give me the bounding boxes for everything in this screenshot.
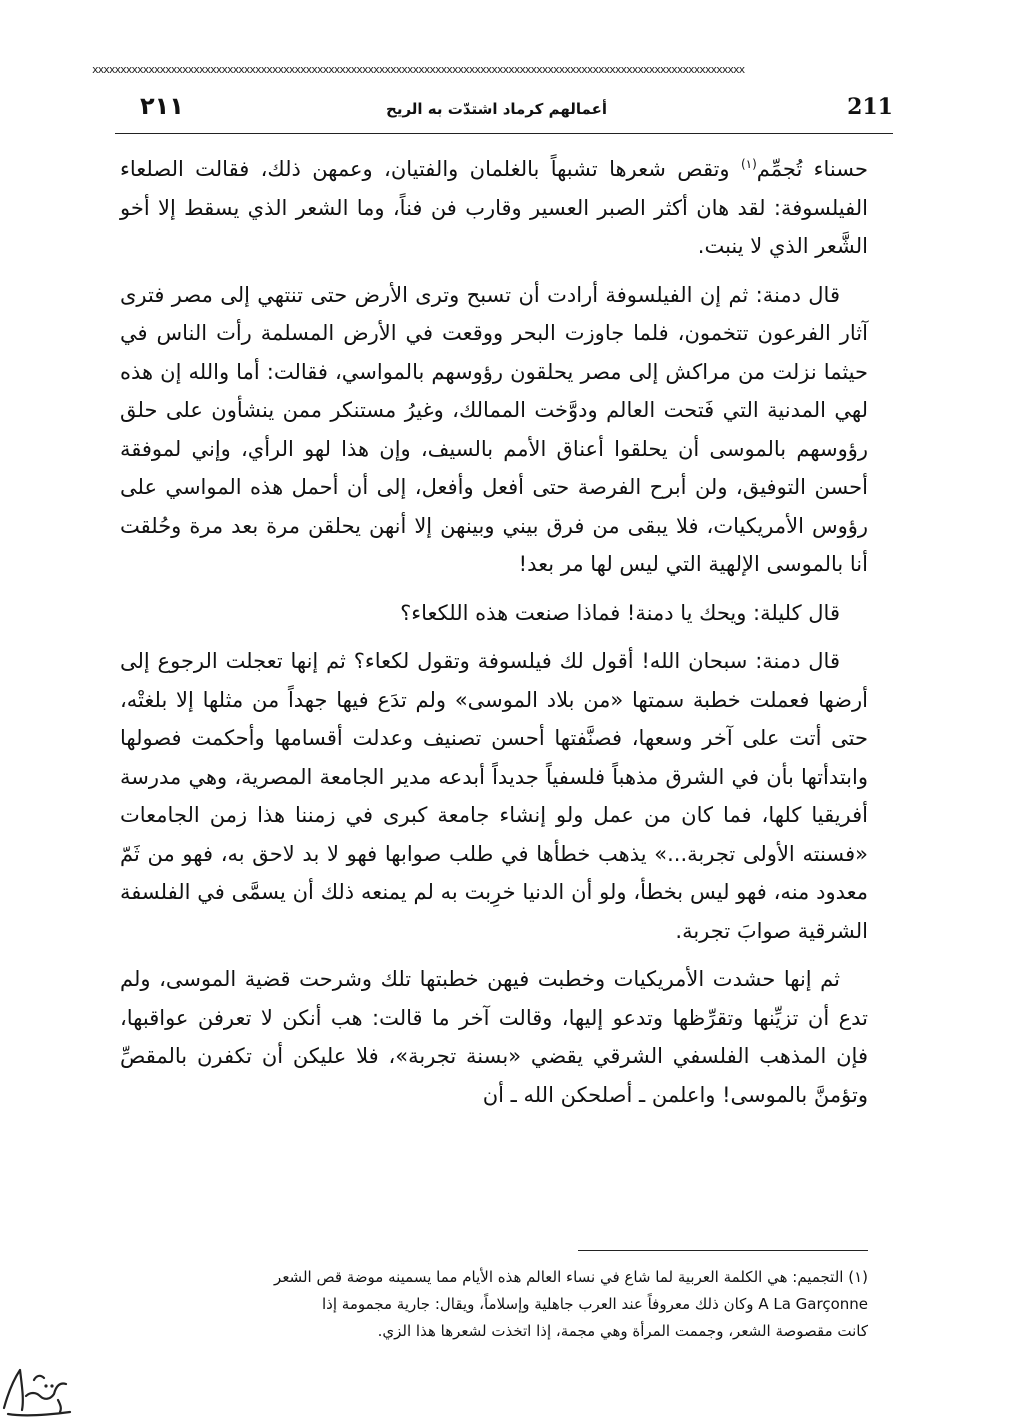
footnote-rule [578,1250,868,1251]
header-rule [115,133,893,134]
calligraphy-stamp [0,1356,75,1422]
paragraph: قال دمنة: ثم إن الفيلسوفة أرادت أن تسبح وترى الأرض حتى تنتهي إلى مصر فترى آثار الفرعون تتخمون، فلما جاوزت البحر ووقعت في الأرض المسلمة رأت الناس في حيثما نزلت من مراكش إلى مصر يحلقون رؤوسهم بالمواسي، فقالت: أما والله إن هذه لهي المدنية التي فَتحت العالم ودوَّخت الممالك، وغيرُ مستنكر ممن ينشأون على حلق رؤوسهم بالموسى أن يحلقوا أعناق الأمم بالسيف، وإن هذا لهو الرأي، وإني لموفقة أحسن التوفيق، ولن أبرح الفرصة حتى أفعل وأفعل، إلى أن أحمل هذه المواسي على رؤوس الأمريكيات، فلا يبقى من فرق بيني وبينهن إلا أنهن يحلقن مرة بعد مرة وحُلقت أنا بالموسى الإلهية التي ليس لها مر بعد! [120,282,868,576]
page-number-arabic: ٢١١ [140,92,184,120]
footnote-line: A La Garçonne وكان ذلك معروفاً عند العرب جاهلية وإسلاماً، ويقال: جارية مجمومة إذا [322,1295,868,1313]
paragraph-lead: حسناء تُجمِّم [756,157,868,181]
footnote-latin-term: A La Garçonne [758,1295,868,1313]
body-text [120,150,868,1114]
paragraph [120,150,868,266]
footnote [120,1264,868,1345]
page-number-latin: 211 [847,94,893,120]
decorative-border: xxxxxxxxxxxxxxxxxxxxxxxxxxxxxxxxxxxxxxxxxxxxxxxxxxxxxxxxxxxxxxxxxxxxxxxxxxxxxxxxxxxxxxxxxxxxxxxxxxxxxxxxxxxxxxxxxxxx [92,64,745,76]
running-title: أعمالهم كرماد اشتدّت به الريح [386,100,607,118]
page-header [100,92,893,132]
paragraph: قال دمنة: سبحان الله! أقول لك فيلسوفة وتقول لكعاء؟ ثم إنها تعجلت الرجوع إلى أرضها فعملت خطبة سمتها «من بلاد الموسى» ولم تدَع فيها جهداً من مثلها إلا بلغتْه، حتى أتت على آخر وسعها، فصنَّفتها أحسن تصنيف وعدلت أقسامها وأحكمت فصولها وابتدأتها بأن في الشرق مذهباً فلسفياً جديداً أبدعه مدير الجامعة المصرية، وهي مدرسة أفريقيا كلها، فما كان من عمل ولو إنشاء جامعة كبرى في زمننا هذا زمن الجامعات «فسنته الأولى تجربة...» يذهب خطأها في طلب صوابها فهو لا بد لاحق به، فهو من ثَمّ معدود منه، فهو ليس بخطأ، ولو أن الدنيا خرِبت به لم يمنعه ذلك أن يسمَّى في الفلسفة الشرقية صوابَ تجربة. [120,649,868,943]
paragraph-text: وتقص شعرها تشبهاً بالغلمان والفتيان، وعمهن ذلك، فقالت الصلعاء الفيلسوفة: لقد هان أكثر الصبر العسير وقارب فن فناً، وما الشعر الذي يسقط إلا أخو الشَّعر الذي لا ينبت. [120,157,868,258]
paragraph: قال كليلة: ويحك يا دمنة! فماذا صنعت هذه اللكعاء؟ [400,600,840,625]
footnote-line: (١) التجميم: هي الكلمة العربية لما شاع في نساء العالم هذه الأيام مما يسمينه موضة قص الشعر [274,1268,868,1286]
footnote-marker: (١) [740,157,757,171]
paragraph: ثم إنها حشدت الأمريكيات وخطبت فيهن خطبتها تلك وشرحت قضية الموسى، ولم تدع أن تزيِّنها وتقرِّظها وتدعو إليها، وقالت آخر ما قالت: هب أنكن لا تعرفن عواقبها، فإن المذهب الفلسفي الشرقي يقضي «بسنة تجربة»، فلا عليكن أن تكفرن بالمقصِّ وتؤمنَّ بالموسى! واعلمن ـ أصلحكن الله ـ أن [120,967,868,1107]
footnote-line: كانت مقصوصة الشعر، وجممت المرأة وهي مجمة، إذا اتخذت لشعرها هذا الزي. [377,1322,868,1340]
